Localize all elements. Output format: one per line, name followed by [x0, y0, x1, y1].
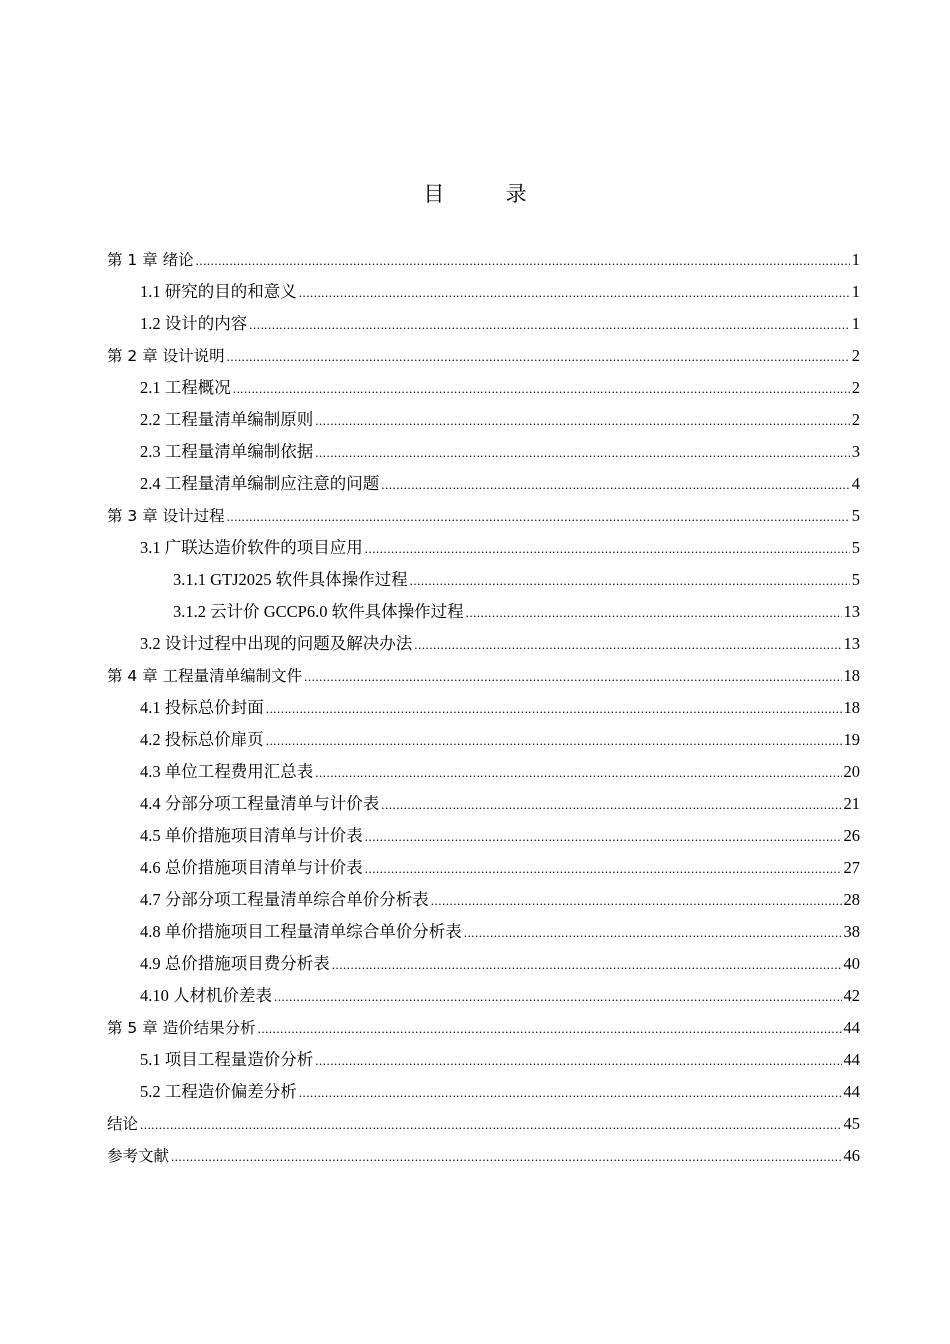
toc-entry[interactable] — [107, 308, 860, 340]
toc-entry-title: 3.1.1 GTJ2025 软件具体操作过程 — [173, 570, 408, 589]
toc-dot-leader — [249, 309, 850, 341]
toc-entry-title: 1.2 设计的内容 — [140, 314, 248, 333]
toc-dot-leader — [227, 341, 850, 373]
toc-entry-page-number: 44 — [843, 1050, 860, 1069]
toc-entry[interactable] — [107, 468, 860, 500]
toc-dot-leader — [315, 405, 850, 437]
toc-entry[interactable] — [107, 500, 860, 532]
toc-entry-title: 2.4 工程量清单编制应注意的问题 — [140, 474, 380, 493]
toc-dot-leader — [365, 533, 850, 565]
toc-entry[interactable] — [107, 532, 860, 564]
toc-entry-title: 3.1.2 云计价 GCCP6.0 软件具体操作过程 — [173, 602, 464, 621]
toc-dot-leader — [171, 1141, 841, 1173]
toc-entry-title: 2.3 工程量清单编制依据 — [140, 442, 314, 461]
toc-entry[interactable] — [107, 628, 860, 660]
toc-dot-leader — [258, 1013, 842, 1045]
toc-entry-page-number: 13 — [843, 634, 860, 653]
toc-entry[interactable] — [107, 1108, 860, 1140]
toc-dot-leader — [315, 437, 850, 469]
toc-entry-page-number: 4 — [851, 474, 860, 493]
toc-entry-page-number: 5 — [851, 538, 860, 557]
toc-entry[interactable] — [107, 372, 860, 404]
toc-entry-page-number: 2 — [851, 346, 860, 365]
toc-entry[interactable] — [107, 1076, 860, 1108]
toc-dot-leader — [227, 501, 850, 533]
toc-entry[interactable] — [107, 244, 860, 276]
toc-dot-leader — [365, 853, 842, 885]
toc-entry-page-number: 1 — [851, 314, 860, 333]
toc-entry-title: 4.1 投标总价封面 — [140, 698, 264, 717]
toc-entry[interactable] — [107, 596, 860, 628]
toc-entry-title: 4.7 分部分项工程量清单综合单价分析表 — [140, 890, 429, 909]
table-of-contents — [107, 244, 860, 1172]
toc-entry-title: 3.2 设计过程中出现的问题及解决办法 — [140, 634, 413, 653]
toc-entry-page-number: 26 — [843, 826, 860, 845]
toc-entry[interactable] — [107, 1044, 860, 1076]
toc-entry-page-number: 5 — [851, 570, 860, 589]
toc-entry-title: 第 3 章 设计过程 — [107, 507, 225, 525]
toc-entry-title: 5.1 项目工程量造价分析 — [140, 1050, 314, 1069]
toc-dot-leader — [196, 245, 850, 277]
toc-dot-leader — [381, 789, 841, 821]
toc-entry[interactable] — [107, 404, 860, 436]
toc-entry-title: 第 4 章 工程量清单编制文件 — [107, 667, 303, 685]
toc-dot-leader — [274, 981, 842, 1013]
toc-entry-title: 5.2 工程造价偏差分析 — [140, 1082, 297, 1101]
toc-entry-title: 2.2 工程量清单编制原则 — [140, 410, 314, 429]
toc-entry-page-number: 18 — [843, 698, 860, 717]
toc-entry[interactable] — [107, 788, 860, 820]
toc-entry[interactable] — [107, 564, 860, 596]
toc-entry-page-number: 27 — [843, 858, 860, 877]
toc-entry-title: 4.6 总价措施项目清单与计价表 — [140, 858, 363, 877]
toc-entry-page-number: 20 — [843, 762, 860, 781]
toc-entry-page-number: 1 — [851, 282, 860, 301]
toc-entry-title: 3.1 广联达造价软件的项目应用 — [140, 538, 363, 557]
toc-entry[interactable] — [107, 692, 860, 724]
toc-entry[interactable] — [107, 948, 860, 980]
toc-entry-page-number: 1 — [851, 250, 860, 269]
toc-entry[interactable] — [107, 436, 860, 468]
toc-entry-title: 4.3 单位工程费用汇总表 — [140, 762, 314, 781]
toc-entry-title: 4.2 投标总价扉页 — [140, 730, 264, 749]
toc-entry-title: 4.8 单价措施项目工程量清单综合单价分析表 — [140, 922, 462, 941]
toc-entry-page-number: 21 — [843, 794, 860, 813]
toc-dot-leader — [315, 757, 841, 789]
toc-entry[interactable] — [107, 916, 860, 948]
toc-entry-title: 2.1 工程概况 — [140, 378, 231, 397]
toc-dot-leader — [332, 949, 842, 981]
toc-entry-page-number: 38 — [843, 922, 860, 941]
toc-entry-title: 1.1 研究的目的和意义 — [140, 282, 297, 301]
toc-entry[interactable] — [107, 660, 860, 692]
toc-entry[interactable] — [107, 1012, 860, 1044]
toc-entry[interactable] — [107, 884, 860, 916]
toc-entry-page-number: 18 — [843, 666, 860, 685]
toc-dot-leader — [266, 693, 842, 725]
toc-entry-page-number: 45 — [843, 1114, 860, 1133]
toc-entry-page-number: 19 — [843, 730, 860, 749]
toc-dot-leader — [304, 661, 841, 693]
toc-dot-leader — [431, 885, 842, 917]
toc-entry-page-number: 44 — [843, 1018, 860, 1037]
toc-entry-title: 第 2 章 设计说明 — [107, 347, 225, 365]
toc-entry-page-number: 46 — [843, 1146, 860, 1165]
toc-entry[interactable] — [107, 756, 860, 788]
toc-entry-title: 4.10 人材机价差表 — [140, 986, 272, 1005]
toc-entry-page-number: 2 — [851, 378, 860, 397]
toc-entry[interactable] — [107, 852, 860, 884]
page-title: 目 录 — [423, 182, 555, 206]
toc-entry-page-number: 5 — [851, 506, 860, 525]
toc-entry-title: 参考文献 — [107, 1147, 170, 1165]
toc-entry-title: 4.9 总价措施项目费分析表 — [140, 954, 330, 973]
toc-entry-page-number: 44 — [843, 1082, 860, 1101]
toc-entry-page-number: 40 — [843, 954, 860, 973]
toc-dot-leader — [266, 725, 842, 757]
toc-dot-leader — [464, 917, 842, 949]
toc-dot-leader — [299, 1077, 842, 1109]
toc-entry-title: 结论 — [107, 1115, 139, 1133]
toc-entry[interactable] — [107, 1140, 860, 1172]
toc-dot-leader — [414, 629, 841, 661]
toc-entry-page-number: 28 — [843, 890, 860, 909]
toc-dot-leader — [466, 597, 842, 629]
toc-entry-title: 第 1 章 绪论 — [107, 251, 194, 269]
toc-dot-leader — [140, 1109, 841, 1141]
toc-dot-leader — [410, 565, 850, 597]
toc-entry[interactable] — [107, 276, 860, 308]
toc-dot-leader — [299, 277, 850, 309]
toc-entry[interactable] — [107, 980, 860, 1012]
toc-dot-leader — [315, 1045, 841, 1077]
toc-entry[interactable] — [107, 724, 860, 756]
toc-entry-page-number: 42 — [843, 986, 860, 1005]
toc-entry-page-number: 13 — [843, 602, 860, 621]
toc-entry[interactable] — [107, 820, 860, 852]
toc-dot-leader — [381, 469, 850, 501]
toc-entry[interactable] — [107, 340, 860, 372]
toc-entry-page-number: 2 — [851, 410, 860, 429]
toc-entry-title: 4.5 单价措施项目清单与计价表 — [140, 826, 363, 845]
toc-dot-leader — [233, 373, 850, 405]
toc-entry-title: 4.4 分部分项工程量清单与计价表 — [140, 794, 380, 813]
toc-entry-title: 第 5 章 造价结果分析 — [107, 1019, 256, 1037]
toc-entry-page-number: 3 — [851, 442, 860, 461]
toc-dot-leader — [365, 821, 842, 853]
